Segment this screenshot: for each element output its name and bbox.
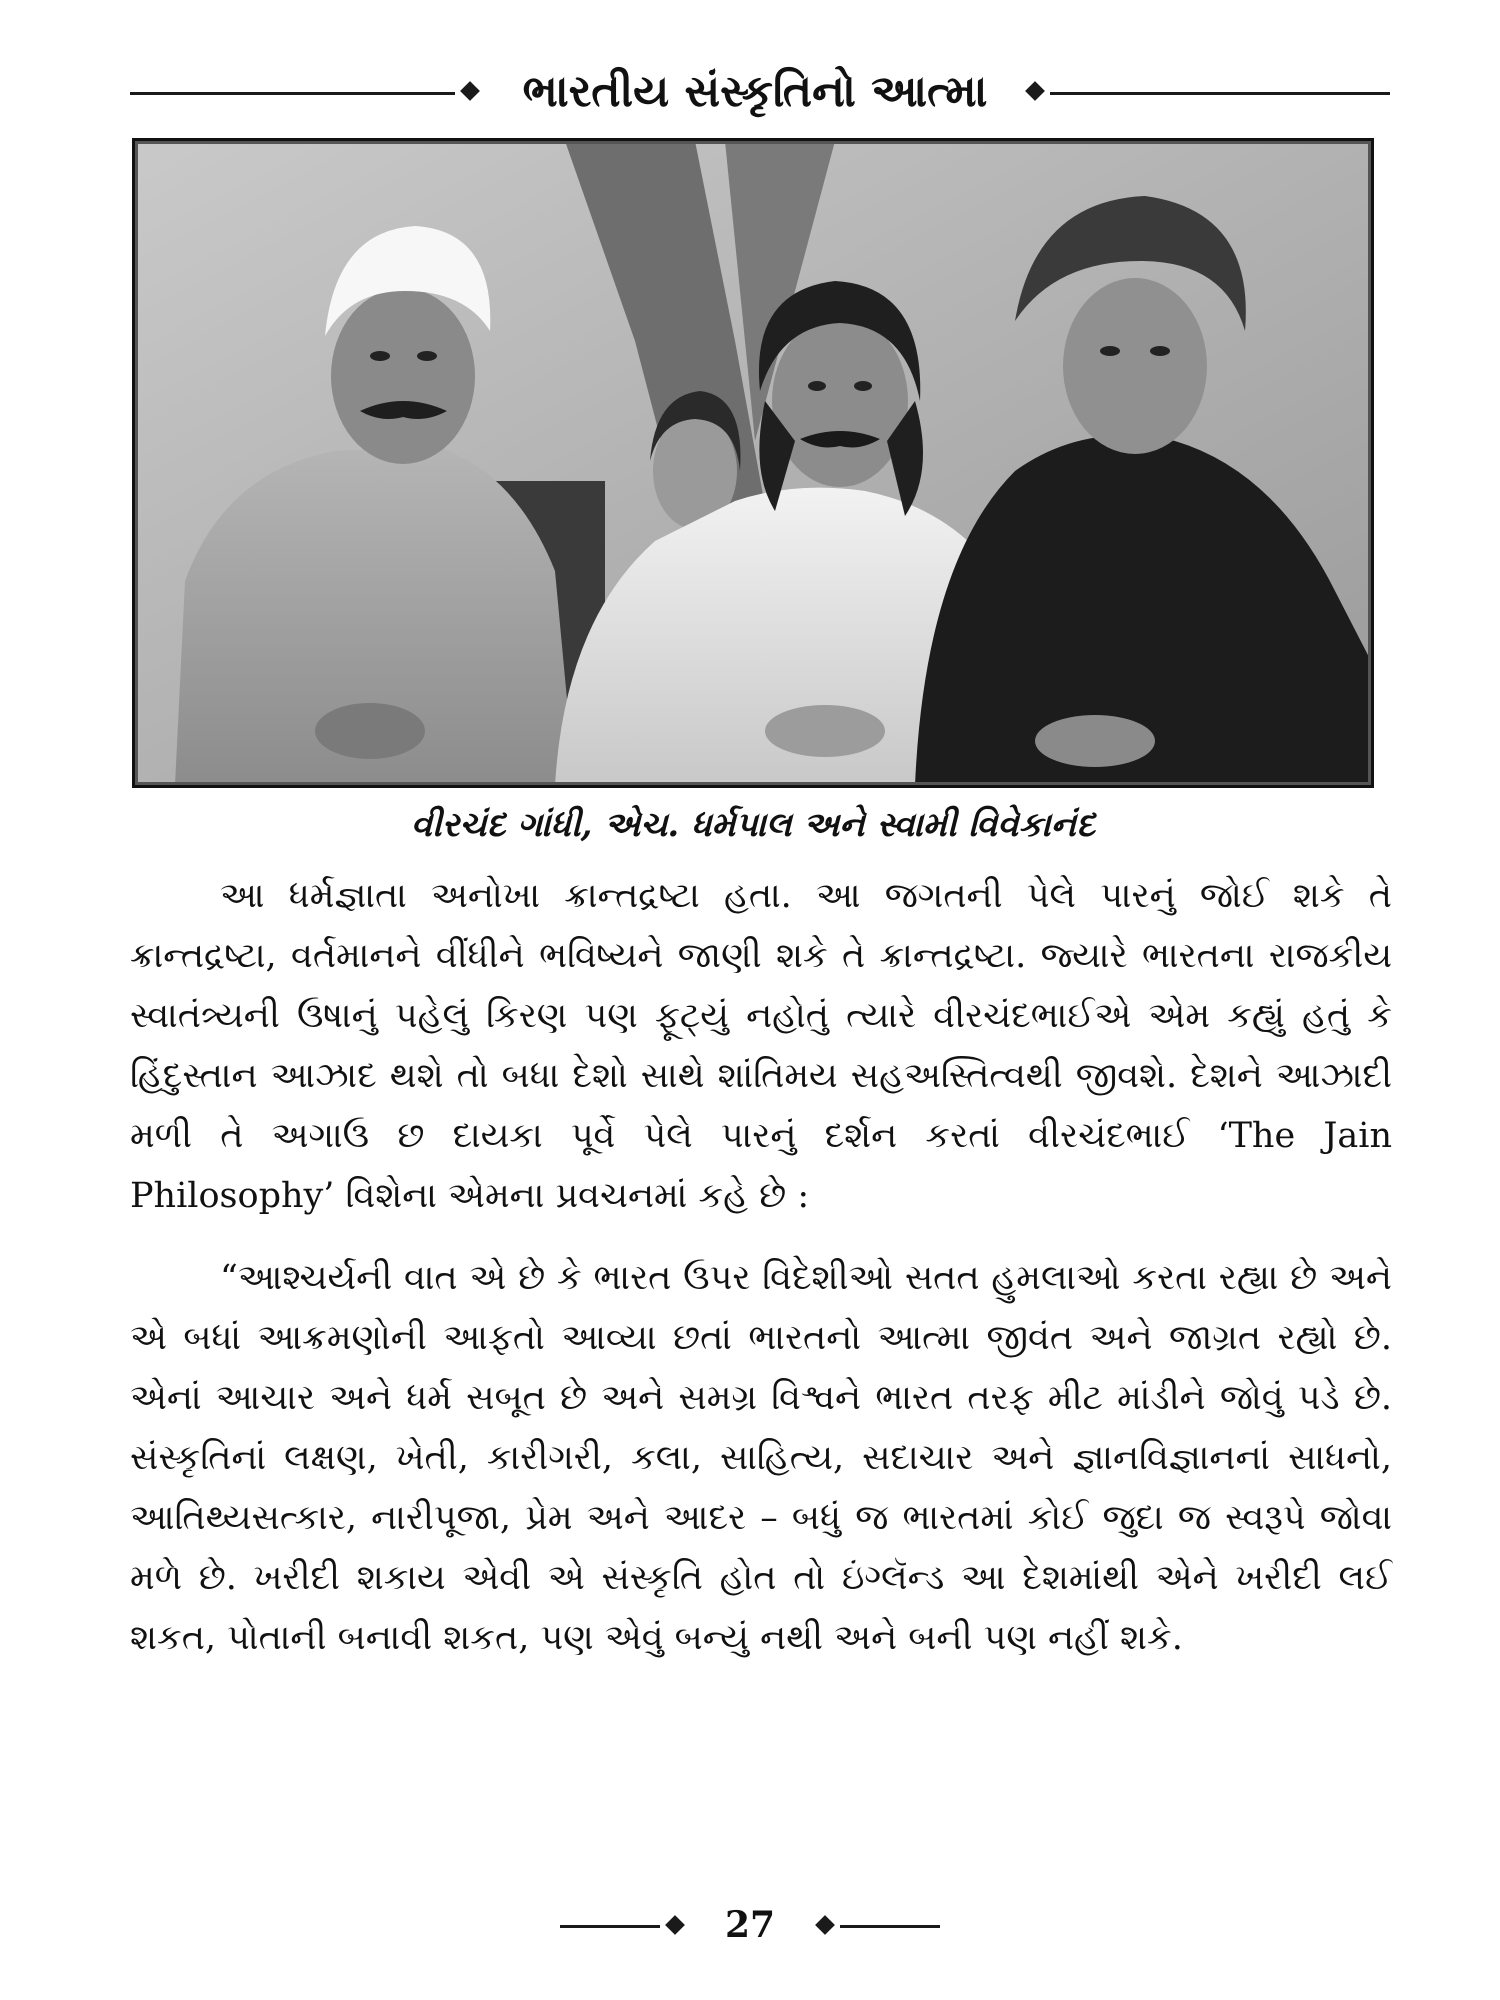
photo-caption: વીરચંદ ગાંધી, એચ. ધર્મપાલ અને સ્વામી વિવેકાનંદ — [410, 805, 1096, 845]
photo-illustration — [135, 141, 1371, 785]
diamond-ornament-icon — [460, 81, 480, 101]
running-title: ભારતીય સંસ્કૃતિનો આત્મા — [522, 66, 988, 117]
paragraph-text: “આશ્ચર્યની વાત એ છે કે ભારત ઉપર વિદેશીઓ સતત હુમલાઓ કરતા રહ્યા છે અને એ બધાં આક્રમણોની આફતો આવ્યા છતાં ભારતનો આત્મા જીવંત અને જાગ્રત રહ્યો છે. એનાં આચાર અને ધર્મ સબૂત છે અને સમગ્ર વિશ્વને ભારત તરફ મીટ માંડીને જોવું પડે છે. સંસ્કૃતિનાં લક્ષણ, ખેતી, કારીગરી, કલા, સાહિત્ય, સદાચાર અને જ્ઞાનવિજ્ઞાનનાં સાધનો, આતિથ્યસત્કાર, નારીપૂજા, પ્રેમ અને આદર – બધું જ ભારતમાં કોઈ જુદા જ સ્વરૂપે જોવા મળે છે. ખરીદી શકાય એવી એ સંસ્કૃતિ હોત તો ઇંગ્લૅન્ડ આ દેશમાંથી એને ખરીદી લઈ શકત, પોતાની બનાવી શકત, પણ એવું બન્યું નથી અને બની પણ નહીં શકે. — [130, 1258, 1392, 1658]
paragraph — [130, 866, 1392, 1226]
article-body — [130, 866, 1392, 1668]
diamond-ornament-icon — [1025, 81, 1045, 101]
paragraph-text: આ ધર્મજ્ઞાતા અનોખા ક્રાન્તદ્રષ્ટા હતા. આ જગતની પેલે પારનું જોઈ શકે તે ક્રાન્તદ્રષ્ટા, વર્તમાનને વીંધીને ભવિષ્યને જાણી શકે તે ક્રાન્તદ્રષ્ટા. જ્યારે ભારતના રાજકીય સ્વાતંત્ર્યની ઉષાનું પહેલું કિરણ પણ ફૂટ્યું નહોતું ત્યારે વીરચંદભાઈએ એમ કહ્યું હતું કે હિંદુસ્તાન આઝાદ થશે તો બધા દેશો સાથે શાંતિમય સહઅસ્તિત્વથી જીવશે. દેશને આઝાદી મળી તે અગાઉ છ દાયકા પૂર્વે પેલે પારનું દર્શન કરતાં વીરચંદભાઈ ‘The Jain Philosophy’ વિશેના એમના પ્રવચનમાં કહે છે : — [130, 876, 1392, 1216]
diamond-ornament-icon — [665, 1915, 685, 1935]
running-header — [130, 62, 1390, 122]
group-photograph — [132, 138, 1374, 788]
header-rule-right — [1050, 92, 1390, 95]
page-footer — [560, 1895, 940, 1955]
quote-paragraph — [130, 1248, 1392, 1668]
footer-rule-left — [560, 1925, 660, 1928]
footer-rule-right — [840, 1925, 940, 1928]
page-number: 27 — [724, 1904, 776, 1946]
header-rule-left — [130, 92, 455, 95]
diamond-ornament-icon — [815, 1915, 835, 1935]
